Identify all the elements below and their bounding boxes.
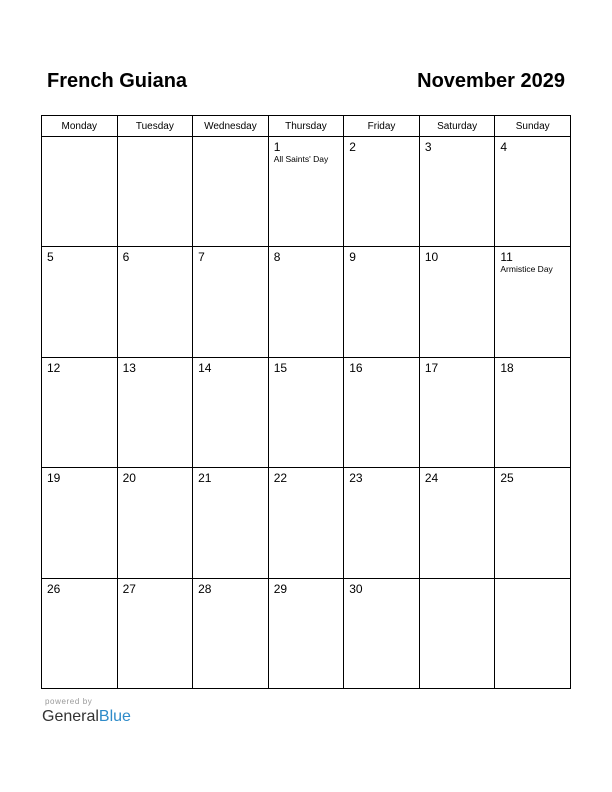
day-cell [268,247,344,357]
day-cell [419,578,495,688]
week-row [42,468,571,578]
day-cell [268,357,344,467]
day-cell [419,468,495,578]
day-cell [344,468,420,578]
week-row [42,357,571,467]
week-row [42,137,571,247]
day-cell [495,137,571,247]
generalblue-logo [42,707,131,727]
day-number: 29 [273,581,288,596]
day-number: 30 [349,581,363,596]
day-number: 15 [273,360,288,375]
day-cell [117,357,193,467]
day-cell [419,137,495,247]
day-cell [344,357,420,467]
weekday-tuesday: Tuesday [117,116,193,137]
country-title: French Guiana [47,70,188,92]
day-cell [495,357,571,467]
day-number: 20 [122,471,136,486]
day-number: 3 [424,140,432,154]
day-number: 23 [349,471,363,486]
footer-branding [42,697,131,727]
weekday-sunday: Sunday [495,116,571,137]
day-cell [268,578,344,688]
day-cell [42,578,118,688]
holiday-label: Armistice Day [500,264,553,275]
brand-blue: Blue [98,708,131,725]
day-cell [193,137,269,247]
day-cell [419,247,495,357]
day-number: 4 [500,140,508,154]
day-cell [495,468,571,578]
day-number: 5 [47,250,54,265]
week-row [42,578,571,688]
day-number: 7 [198,250,205,265]
day-cell [117,247,193,357]
day-cell [419,357,495,467]
holiday-label: All Saints' Day [273,154,329,164]
weekday-monday: Monday [42,116,118,137]
day-number: 27 [122,581,136,596]
day-number: 6 [122,250,130,265]
day-number: 22 [273,471,288,486]
month-year-title: November 2029 [417,70,565,92]
day-number: 21 [198,471,212,486]
day-cell [42,357,118,467]
day-cell [344,578,420,688]
brand-general: General [42,708,99,725]
weekday-header-row [42,116,571,137]
day-cell [344,247,420,357]
day-number: 10 [424,250,439,265]
day-cell [42,468,118,578]
day-number: 14 [198,360,212,375]
day-number: 8 [273,250,281,265]
day-cell [495,247,571,357]
day-number [193,137,268,140]
day-number: 28 [198,581,212,596]
weekday-saturday: Saturday [419,116,495,137]
day-number: 19 [47,471,61,486]
day-number: 16 [349,360,363,375]
powered-by-text: powered by [45,697,93,706]
day-number [420,579,495,582]
day-cell [117,468,193,578]
day-number: 12 [47,360,61,375]
calendar-header [47,70,565,98]
day-number: 25 [500,471,514,486]
day-number: 17 [424,360,439,375]
week-row [42,247,571,357]
calendar-grid [41,115,571,689]
day-cell [495,578,571,688]
weekday-wednesday: Wednesday [193,116,269,137]
day-cell [193,247,269,357]
day-number [42,137,117,140]
day-number: 9 [349,250,356,265]
day-number: 26 [47,581,61,596]
day-number: 24 [424,471,439,486]
weekday-friday: Friday [344,116,420,137]
day-cell [193,578,269,688]
day-cell [42,247,118,357]
day-cell [268,468,344,578]
day-cell [193,357,269,467]
day-cell [42,137,118,247]
day-number: 13 [122,360,136,375]
weekday-thursday: Thursday [268,116,344,137]
day-cell [193,468,269,578]
day-number: 2 [349,140,356,154]
day-cell [268,137,344,247]
day-number: 18 [500,360,514,375]
day-number: 11 [500,250,513,265]
day-cell [344,137,420,247]
day-number: 1 [273,140,281,154]
day-cell [117,578,193,688]
day-number [495,579,570,582]
day-cell [117,137,193,247]
day-number [118,137,193,140]
